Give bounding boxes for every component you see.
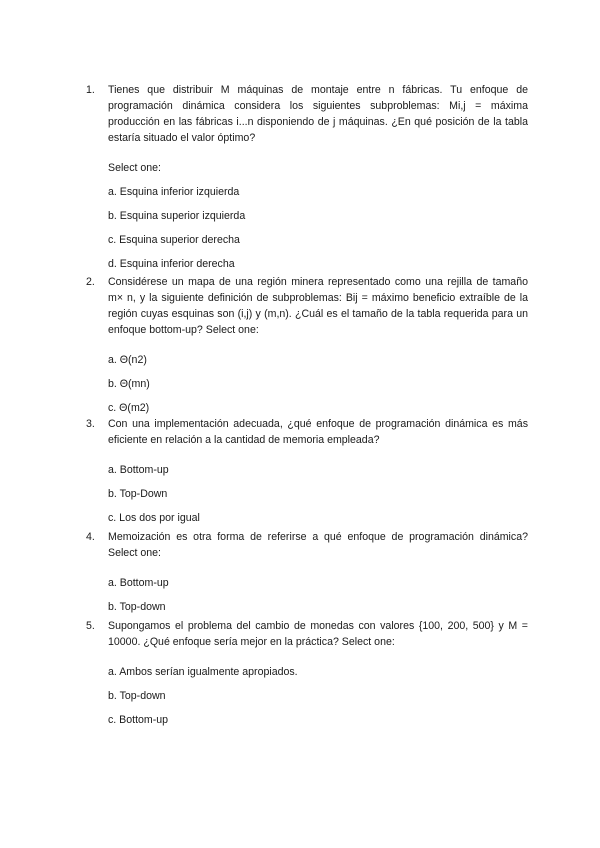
option-a[interactable]: a. Bottom-up <box>108 464 169 476</box>
option-b[interactable]: b. Top-down <box>108 690 166 702</box>
option-a[interactable]: a. Bottom-up <box>108 577 169 589</box>
option-b[interactable]: b. Top-Down <box>108 488 168 500</box>
question-5 <box>86 618 528 728</box>
option-a[interactable]: a. Ambos serían igualmente apropiados. <box>108 666 298 678</box>
question-4 <box>86 529 528 615</box>
question-2 <box>86 274 528 416</box>
question-text: Supongamos el problema del cambio de monedas con valores {100, 200, 500} y M = 10000. ¿Qué enfoque sería mejor en la práctica? Select one: <box>108 620 528 648</box>
question-3 <box>86 416 528 526</box>
option-b[interactable]: b. Θ(mn) <box>108 378 150 390</box>
select-one-label: Select one: <box>108 162 162 174</box>
option-c[interactable]: c. Esquina superior derecha <box>108 234 240 246</box>
option-c[interactable]: c. Θ(m2) <box>108 402 150 414</box>
question-number: 1. <box>86 84 95 96</box>
option-c[interactable]: c. Los dos por igual <box>108 512 200 524</box>
question-1 <box>86 82 528 272</box>
question-text: Memoización es otra forma de referirse a qué enfoque de programación dinámica? Select one: <box>108 531 528 559</box>
question-text: Tienes que distribuir M máquinas de montaje entre n fábricas. Tu enfoque de programación dinámica considera los siguientes subproblemas: Mi,j = máxima producción en las fábricas i...n disponiendo de j máquinas. ¿En qué posición de la tabla estaría situado el valor óptimo? <box>108 84 528 144</box>
question-text: Con una implementación adecuada, ¿qué enfoque de programación dinámica es más eficiente en relación a la cantidad de memoria empleada? <box>108 418 528 446</box>
option-a[interactable]: a. Θ(n2) <box>108 354 147 366</box>
option-b[interactable]: b. Esquina superior izquierda <box>108 210 246 222</box>
question-number: 3. <box>86 418 95 430</box>
question-text: Considérese un mapa de una región minera representado como una rejilla de tamaño m× n, y la siguiente definición de subproblemas: Bij = máximo beneficio extraíble de la región cuyas esquinas son (i,j) y (m,n). ¿Cuál es el tamaño de la tabla requerida para un enfoque bottom-up? Select one: <box>108 276 528 336</box>
option-d[interactable]: d. Esquina inferior derecha <box>108 258 235 270</box>
option-a[interactable]: a. Esquina inferior izquierda <box>108 186 240 198</box>
question-number: 4. <box>86 531 95 543</box>
question-number: 2. <box>86 276 95 288</box>
option-b[interactable]: b. Top-down <box>108 601 166 613</box>
question-number: 5. <box>86 620 95 632</box>
option-c[interactable]: c. Bottom-up <box>108 714 169 726</box>
